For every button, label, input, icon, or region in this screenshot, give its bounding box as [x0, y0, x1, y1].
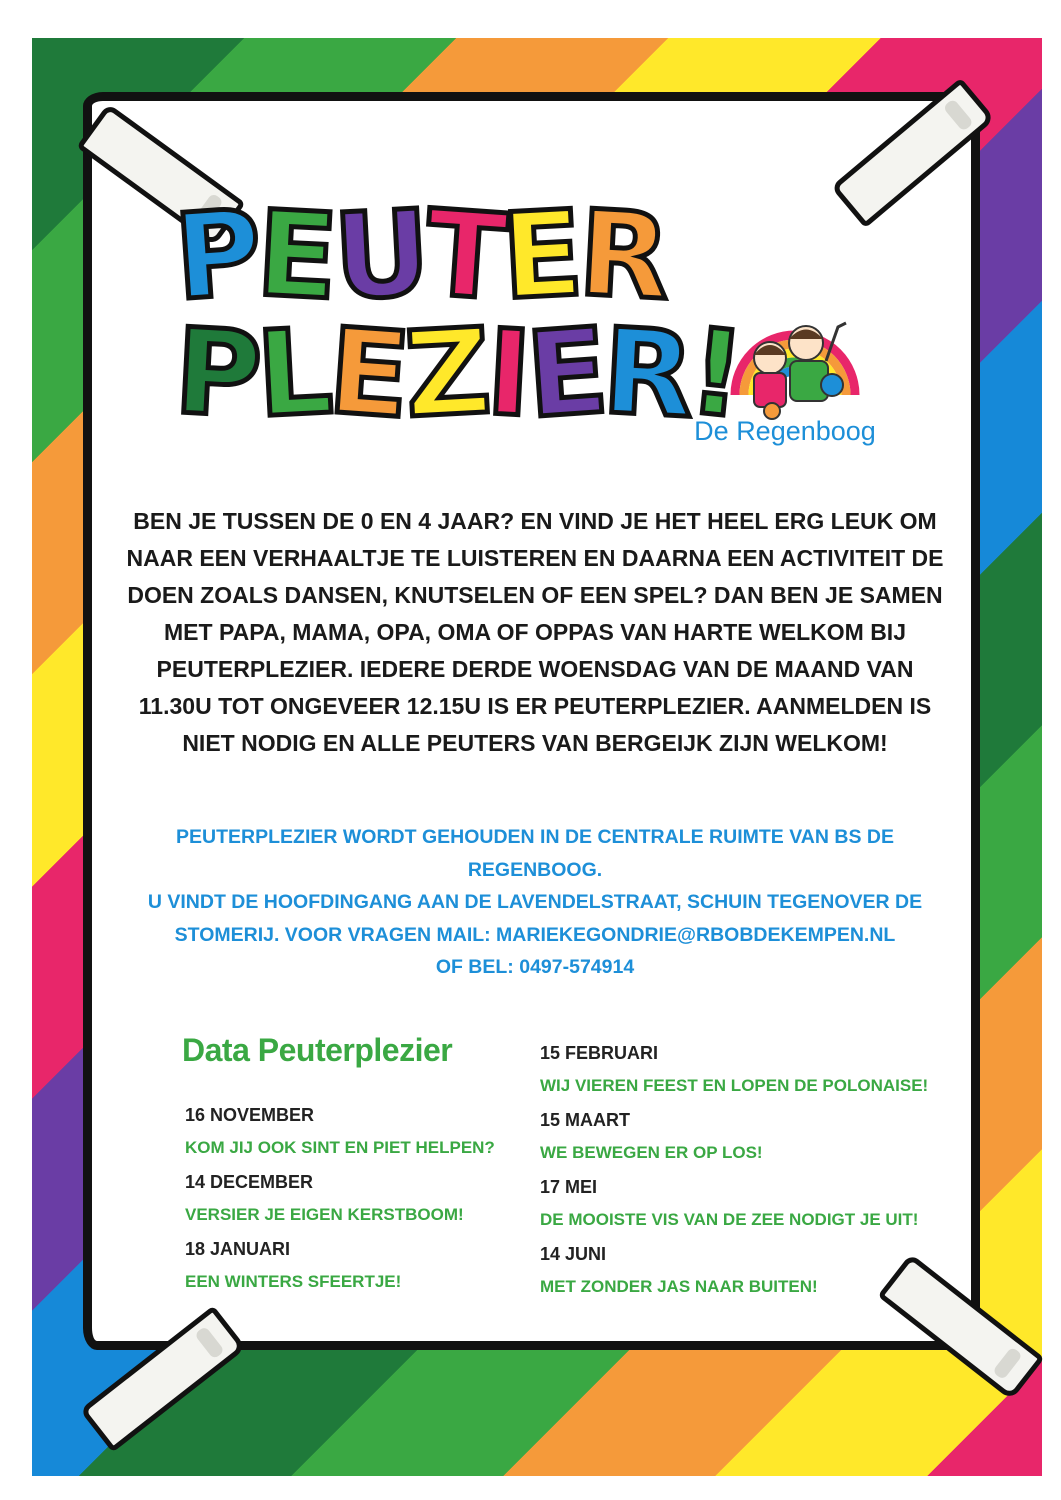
- title-line-plezier: [171, 301, 748, 445]
- title-letter: E: [323, 301, 411, 445]
- event-description: EEN WINTERS SFEERTJE!: [185, 1272, 402, 1291]
- event-date: 17 MEI: [540, 1177, 598, 1197]
- event-date: 18 JANUARI: [185, 1239, 291, 1259]
- title-letter: P: [171, 301, 262, 445]
- title-letter: U: [330, 183, 430, 327]
- list-item: [540, 1038, 940, 1105]
- location-info: [120, 821, 950, 984]
- intro-paragraph: BEN JE TUSSEN DE 0 EN 4 JAAR? EN VIND JE HET HEEL ERG LEUK OM NAAR EEN VERHAALTJE TE LUISTEREN EN DAARNA EEN ACTIVITEIT DE DOEN ZOALS DANSEN, KNUTSELEN OF EEN SPEL? DAN BEN JE SAMEN MET PAPA, MAMA, OPA, OMA OF OPPAS VAN HARTE WELKOM BIJ PEUTERPLEZIER. IEDERE DERDE WOENSDAG VAN DE MAAND VAN 11.30U TOT ONGEVEER 12.15U IS ER PEUTERPLEZIER. AANMELDEN IS NIET NODIG EN ALLE PEUTERS VAN BERGEIJK ZIJN WELKOM!: [126, 508, 944, 756]
- list-item: [185, 1100, 585, 1167]
- title-letter: T: [421, 183, 508, 327]
- title-letter: R: [599, 301, 694, 445]
- list-item: [185, 1234, 585, 1301]
- title-letter: E: [253, 184, 338, 326]
- event-description: WE BEWEGEN ER OP LOS!: [540, 1143, 763, 1162]
- info-line: STOMERIJ. VOOR VRAGEN MAIL: MARIEKEGONDRIE@RBOBDEKEMPEN.NL: [174, 923, 896, 946]
- dates-column-left: [185, 1100, 585, 1301]
- title-letter: !: [683, 301, 748, 445]
- list-item: [185, 1167, 585, 1234]
- dates-column-right: [540, 1038, 940, 1306]
- event-date: 14 DECEMBER: [185, 1172, 314, 1192]
- info-line: OF BEL: 0497-574914: [435, 956, 635, 978]
- event-description: MET ZONDER JAS NAAR BUITEN!: [540, 1277, 818, 1296]
- brand-name: De Regenboog: [694, 416, 876, 446]
- event-description: WIJ VIEREN FEEST EN LOPEN DE POLONAISE!: [540, 1076, 929, 1095]
- title-line-peuter: [170, 183, 670, 327]
- title-letter: L: [253, 302, 333, 444]
- list-item: [540, 1172, 940, 1239]
- title-letter: E: [522, 301, 609, 445]
- event-description: DE MOOISTE VIS VAN DE ZEE NODIGT JE UIT!: [540, 1210, 919, 1229]
- page-title: [170, 183, 748, 445]
- title-letter: I: [483, 303, 531, 443]
- title-letter: P: [170, 183, 263, 327]
- event-date: 15 FEBRUARI: [540, 1043, 659, 1063]
- list-item: [540, 1105, 940, 1172]
- event-date: 15 MAART: [540, 1110, 631, 1130]
- dates-heading: Data Peuterplezier: [182, 1032, 453, 1068]
- info-line: U VINDT DE HOOFDINGANG AAN DE LAVENDELSTRAAT, SCHUIN TEGENOVER DE: [147, 891, 923, 913]
- event-description: VERSIER JE EIGEN KERSTBOOM!: [185, 1205, 464, 1224]
- title-letter: E: [498, 184, 583, 326]
- title-letter: R: [575, 183, 670, 327]
- event-date: 16 NOVEMBER: [185, 1105, 315, 1125]
- list-item: [540, 1239, 940, 1306]
- event-date: 14 JUNI: [540, 1244, 607, 1264]
- title-letter: Z: [401, 301, 491, 445]
- info-line: PEUTERPLEZIER WORDT GEHOUDEN IN DE CENTRALE RUIMTE VAN BS DE REGENBOOG.: [176, 826, 894, 881]
- event-description: KOM JIJ OOK SINT EN PIET HELPEN?: [185, 1138, 495, 1157]
